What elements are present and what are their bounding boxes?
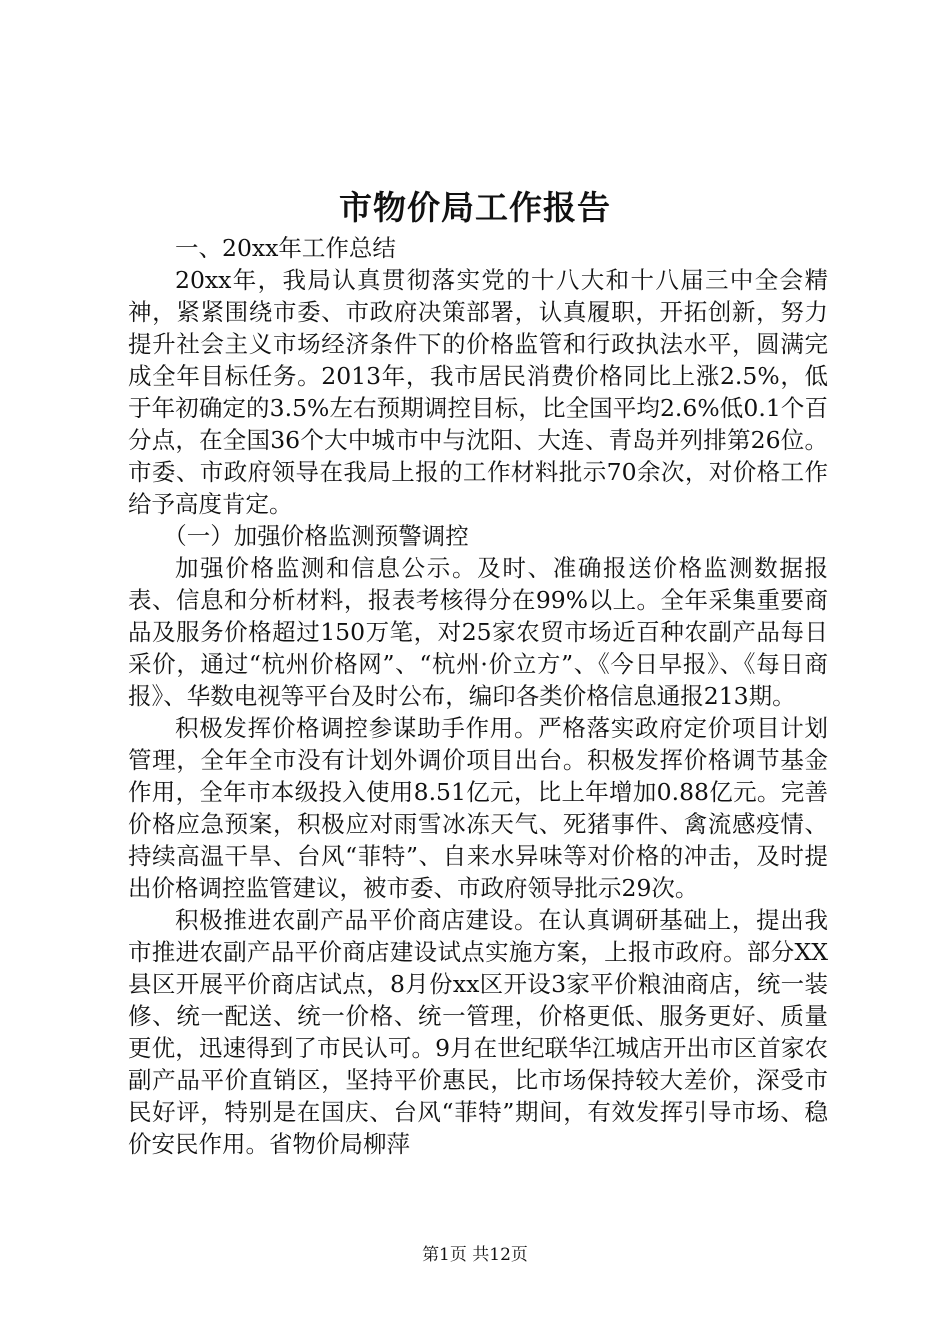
subsection-heading-monitoring: （一）加强价格监测预警调控 — [163, 522, 469, 550]
section-heading-summary: 一、20xx年工作总结 — [175, 234, 396, 262]
page-title: 市物价局工作报告 — [339, 188, 611, 227]
paragraph-monitoring: 加强价格监测和信息公示。及时、准确报送价格监测数据报表、信息和分析材料，报表考核得分在99%以上。全年采集重要商品及服务价格超过150万笔，对25家农贸市场近百种农副产品每日采价，通过“杭州价格网”、“杭州·价立方”、《今日早报》、《每日商报》、华数电视等平台及时公布，编印各类价格信息通报213期。 — [128, 554, 828, 710]
paragraph-fair-price-stores: 积极推进农副产品平价商店建设。在认真调研基础上，提出我市推进农副产品平价商店建设试点实施方案，上报市政府。部分XX县区开展平价商店试点，8月份xx区开设3家平价粮油商店，统一装修、统一配送、统一价格、统一管理，价格更低、服务更好、质量更优，迅速得到了市民认可。9月在世纪联华江城店开出市区首家农副产品平价直销区，坚持平价惠民，比市场保持较大差价，深受市民好评，特别是在国庆、台风“菲特”期间，有效发挥引导市场、稳价安民作用。省物价局柳萍 — [128, 906, 828, 1158]
paragraph-overview: 20xx年，我局认真贯彻落实党的十八大和十八届三中全会精神，紧紧围绕市委、市政府决策部署，认真履职，开拓创新，努力提升社会主义市场经济条件下的价格监管和行政执法水平，圆满完成全年目标任务。2013年，我市居民消费价格同比上涨2.5%，低于年初确定的3.5%左右预期调控目标，比全国平均2.6%低0.1个百分点，在全国36个大中城市中与沈阳、大连、青岛并列排第26位。市委、市政府领导在我局上报的工作材料批示70余次，对价格工作给予高度肯定。 — [128, 266, 828, 518]
paragraph-regulation: 积极发挥价格调控参谋助手作用。严格落实政府定价项目计划管理，全年全市没有计划外调价项目出台。积极发挥价格调节基金作用，全年市本级投入使用8.51亿元，比上年增加0.88亿元。完善价格应急预案，积极应对雨雪冰冻天气、死猪事件、禽流感疫情、持续高温干旱、台风“菲特”、自来水异味等对价格的冲击，及时提出价格调控监管建议，被市委、市政府领导批示29次。 — [128, 714, 828, 902]
document-body — [128, 232, 828, 1160]
page-footer: 第1页 共12页 — [422, 1245, 528, 1265]
